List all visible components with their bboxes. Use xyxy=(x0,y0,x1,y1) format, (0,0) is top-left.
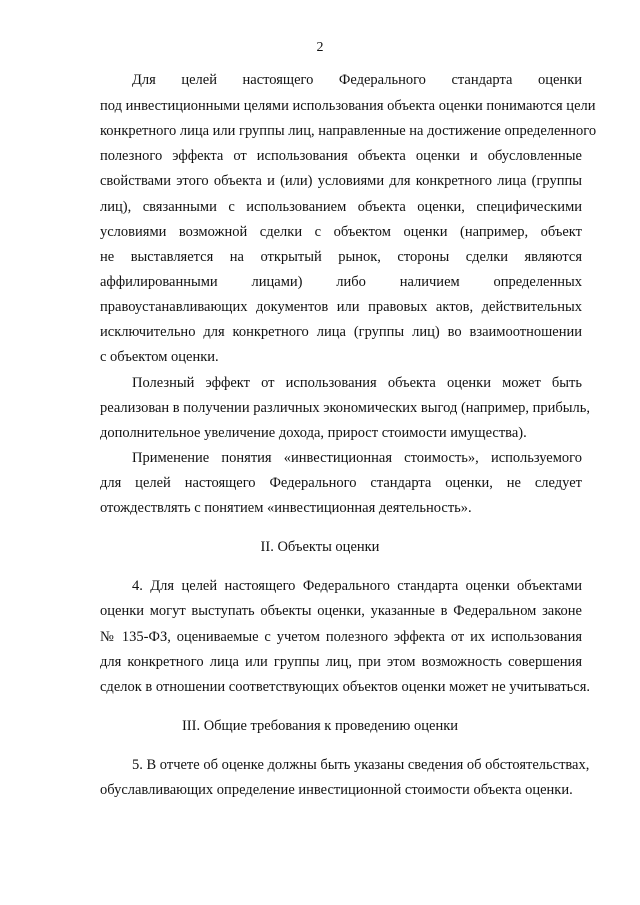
paragraph-line: конкретного лица или группы лиц, направленные на достижение определенного xyxy=(100,123,597,139)
paragraph-line: под инвестиционными целями использования объекта оценки понимаются цели xyxy=(100,98,596,114)
paragraph-line: не выставляется на открытый рынок, стороны сделки являются xyxy=(100,249,582,265)
section-heading-2: II. Объекты оценки xyxy=(260,539,380,555)
paragraph-line: отождествлять с понятием «инвестиционная деятельность». xyxy=(100,500,472,516)
paragraph-line: оценки могут выступать объекты оценки, указанные в Федеральном законе xyxy=(100,603,582,619)
paragraph-line: правоустанавливающих документов или правовых актов, действительных xyxy=(100,299,582,315)
paragraph-line: лиц), связанными с использованием объекта оценки, специфическими xyxy=(100,199,582,215)
paragraph-line: № 135-ФЗ, оцениваемые с учетом полезного эффекта от их использования xyxy=(100,629,582,645)
paragraph-line: Применение понятия «инвестиционная стоимость», используемого xyxy=(132,450,582,466)
page-number: 2 xyxy=(316,40,324,55)
paragraph-line: для конкретного лица или группы лиц, при этом возможность совершения xyxy=(100,654,582,670)
section-heading-3: III. Общие требования к проведению оценки xyxy=(181,718,459,734)
paragraph-line: реализован в получении различных экономических выгод (например, прибыль, xyxy=(100,400,591,416)
paragraph-line: для целей настоящего Федерального стандарта оценки, не следует xyxy=(100,475,582,491)
paragraph-line: аффилированными лицами) либо наличием определенных xyxy=(100,274,582,290)
paragraph-line: Полезный эффект от использования объекта оценки может быть xyxy=(132,375,582,391)
paragraph-line: Для целей настоящего Федерального стандарта оценки xyxy=(132,72,582,88)
paragraph-line: условиями возможной сделки с объектом оценки (например, объект xyxy=(100,224,582,240)
paragraph-line: исключительно для конкретного лица (группы лиц) во взаимоотношении xyxy=(100,324,582,340)
paragraph-line: 5. В отчете об оценке должны быть указаны сведения об обстоятельствах, xyxy=(132,757,590,773)
paragraph-line: свойствами этого объекта и (или) условиями для конкретного лица (группы xyxy=(100,173,582,189)
paragraph-line: сделок в отношении соответствующих объектов оценки может не учитываться. xyxy=(100,679,591,695)
paragraph-line: 4. Для целей настоящего Федерального стандарта оценки объектами xyxy=(132,578,582,594)
paragraph-line: полезного эффекта от использования объекта оценки и обусловленные xyxy=(100,148,582,164)
paragraph-line: обуславливающих определение инвестиционной стоимости объекта оценки. xyxy=(100,782,573,798)
paragraph-line: с объектом оценки. xyxy=(100,349,219,365)
paragraph-line: дополнительное увеличение дохода, прирост стоимости имущества). xyxy=(100,425,527,441)
